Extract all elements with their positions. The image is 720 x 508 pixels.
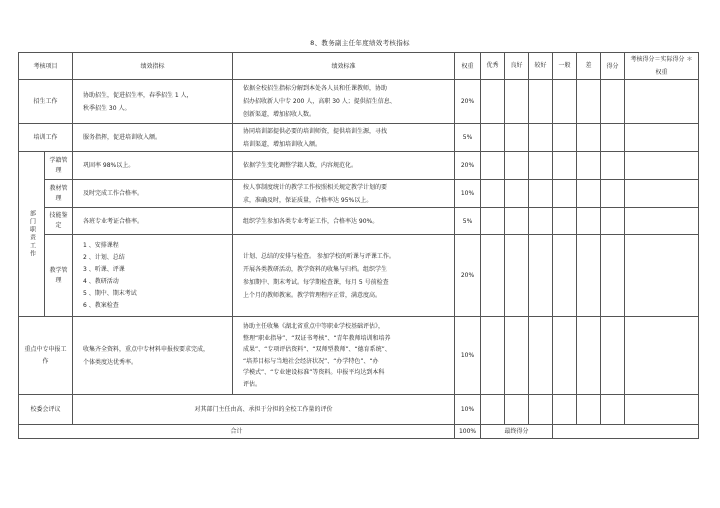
score-cell[interactable] xyxy=(601,208,625,235)
list-item: 1 、安排课程 xyxy=(83,241,119,249)
score-cell[interactable] xyxy=(601,152,625,180)
score-cell[interactable] xyxy=(601,395,625,425)
score-cell[interactable] xyxy=(601,80,625,124)
rating-cell[interactable] xyxy=(577,395,601,425)
final-score-label: 最终得分 xyxy=(481,425,553,439)
rating-cell[interactable] xyxy=(481,180,505,208)
table-row xyxy=(19,80,699,124)
teaching-tasks-list xyxy=(73,235,233,317)
total-weight: 100% xyxy=(455,425,481,439)
row-item: 重点中专申报工作 xyxy=(19,317,73,395)
row-indicator: 及时完成工作合格率。 xyxy=(73,180,233,208)
weighted-score-cell[interactable] xyxy=(625,80,699,124)
rating-cell[interactable] xyxy=(529,152,553,180)
header-weight: 权重 xyxy=(455,53,481,80)
rating-cell[interactable] xyxy=(553,152,577,180)
rating-cell[interactable] xyxy=(481,235,505,317)
table-row xyxy=(19,395,699,425)
rating-cell[interactable] xyxy=(529,80,553,124)
weighted-score-cell[interactable] xyxy=(625,208,699,235)
header-grade-fair: 较好 xyxy=(529,53,553,80)
weighted-score-cell[interactable] xyxy=(625,124,699,152)
row-weight: 5% xyxy=(455,124,481,152)
rating-cell[interactable] xyxy=(577,124,601,152)
list-item: 4 、教研活动 xyxy=(83,277,119,285)
rating-cell[interactable] xyxy=(481,124,505,152)
rating-cell[interactable] xyxy=(577,180,601,208)
dept-sub-label: 技能鉴定 xyxy=(45,208,73,235)
rating-cell[interactable] xyxy=(505,124,529,152)
rating-cell[interactable] xyxy=(577,152,601,180)
final-score-cell[interactable] xyxy=(553,425,699,439)
table-row xyxy=(19,208,699,235)
list-item: 3 、听课、评课 xyxy=(83,265,125,273)
table-row xyxy=(19,317,699,395)
dept-group-label: 部门职责工作 xyxy=(19,152,45,317)
rating-cell[interactable] xyxy=(553,208,577,235)
row-weight: 10% xyxy=(455,317,481,395)
row-weight: 20% xyxy=(455,235,481,317)
list-item: 2 、计划、总结 xyxy=(83,253,125,261)
header-item: 考核项目 xyxy=(19,53,73,80)
dept-sub-label: 教学管理 xyxy=(45,235,73,317)
header-grade-average: 一般 xyxy=(553,53,577,80)
rating-cell[interactable] xyxy=(481,208,505,235)
weighted-score-cell[interactable] xyxy=(625,180,699,208)
list-item: 6 、教案检查 xyxy=(83,301,119,309)
score-cell[interactable] xyxy=(601,317,625,395)
row-standard: 协同培训部提供必要的培训师资，提供培训生源，寻找 培训渠道，增加培训收入额。 xyxy=(233,124,455,152)
header-row xyxy=(19,53,699,80)
rating-cell[interactable] xyxy=(529,235,553,317)
weighted-score-cell[interactable] xyxy=(625,395,699,425)
header-indicator: 绩效指标 xyxy=(73,53,233,80)
rating-cell[interactable] xyxy=(577,208,601,235)
score-cell[interactable] xyxy=(601,235,625,317)
rating-cell[interactable] xyxy=(505,317,529,395)
rating-cell[interactable] xyxy=(577,80,601,124)
header-grade-excellent: 优秀 xyxy=(481,53,505,80)
rating-cell[interactable] xyxy=(505,152,529,180)
total-label: 合计 xyxy=(19,425,455,439)
row-item: 培训工作 xyxy=(19,124,73,152)
rating-cell[interactable] xyxy=(529,180,553,208)
row-indicator: 服务指挥，促进培训收入额。 xyxy=(73,124,233,152)
rating-cell[interactable] xyxy=(505,235,529,317)
row-weight: 20% xyxy=(455,80,481,124)
rating-cell[interactable] xyxy=(577,317,601,395)
header-grade-good: 良好 xyxy=(505,53,529,80)
row-weight: 10% xyxy=(455,395,481,425)
document-title: 8、教务副主任年度绩效考核指标 xyxy=(310,39,410,47)
rating-cell[interactable] xyxy=(529,395,553,425)
header-score-formula: 考核得分＝实际得分 ＊权重 xyxy=(625,53,699,80)
row-weight: 5% xyxy=(455,208,481,235)
rating-cell[interactable] xyxy=(553,235,577,317)
rating-cell[interactable] xyxy=(481,152,505,180)
score-cell[interactable] xyxy=(601,124,625,152)
header-grade-poor: 差 xyxy=(577,53,601,80)
row-standard: 依据学生变化调整学籍人数，内容规范化。 xyxy=(233,152,455,180)
rating-cell[interactable] xyxy=(481,80,505,124)
row-item: 校委会评议 xyxy=(19,395,73,425)
row-standard: 依据全校招生指标分解到本处各人员和任课教师，协助 招办招收新人中专 200 人，高职 30 人；提供招生信息、 创新渠道，增加招收人数。 xyxy=(233,80,455,124)
score-cell[interactable] xyxy=(601,180,625,208)
row-item: 招生工作 xyxy=(19,80,73,124)
row-indicator: 各班专业考证合格率。 xyxy=(73,208,233,235)
rating-cell[interactable] xyxy=(481,395,505,425)
rating-cell[interactable] xyxy=(529,208,553,235)
rating-cell[interactable] xyxy=(553,180,577,208)
row-standard: 按人事制度统计的教学工作按照相关规定教学计划的要 求，准确及时，保证质量，合格率达 95%以上。 xyxy=(233,180,455,208)
table-row xyxy=(19,124,699,152)
table-row xyxy=(19,235,699,317)
total-row xyxy=(19,425,699,439)
rating-cell[interactable] xyxy=(553,124,577,152)
rating-cell[interactable] xyxy=(481,317,505,395)
assessment-table xyxy=(18,52,699,439)
row-standard: 协助主任收集《湖北省重点中等职业学校基础评估》， 整理“职业指导”、“双证书考核”、“青年教师培训和培养 成果”、“专项评估资料”、“双师型教师”、“德育系统”、 “培养目标与当地社会经济状况”、“办学特色”、“办 学模式”、“专业建设标准”等资料。申报平均达到本科 评估。 xyxy=(233,317,455,395)
rating-cell[interactable] xyxy=(553,80,577,124)
weighted-score-cell[interactable] xyxy=(625,152,699,180)
row-indicator: 巩固率 98%以上。 xyxy=(73,152,233,180)
table-row xyxy=(19,152,699,180)
rating-cell[interactable] xyxy=(529,124,553,152)
row-standard: 组织学生参加各类专业考证工作，合格率达 90%。 xyxy=(233,208,455,235)
rating-cell[interactable] xyxy=(505,180,529,208)
dept-sub-label: 教材管理 xyxy=(45,180,73,208)
rating-cell[interactable] xyxy=(577,235,601,317)
row-weight: 10% xyxy=(455,180,481,208)
header-standard: 绩效标准 xyxy=(233,53,455,80)
dept-sub-label: 学籍管理 xyxy=(45,152,73,180)
row-standard: 计划、总结的安排与检查。 参加学校的听课与评课工作。 开展各类教研活动，教学资料的收集与归档。组织学生 参加期中、期末考试。每学期检查课，每月 5 号前检查 上个月的教师教案。教学管理程序正常，满意度高。 xyxy=(233,235,455,317)
row-weight: 20% xyxy=(455,152,481,180)
rating-cell[interactable] xyxy=(505,208,529,235)
rating-cell[interactable] xyxy=(553,317,577,395)
weighted-score-cell[interactable] xyxy=(625,235,699,317)
row-indicator: 收集齐全资料，重点中专材料申报按要求完成， 个体类度达优秀率。 xyxy=(73,317,233,395)
row-indicator: 协助招生，促进招生率，春季招生 1 人， 秋季招生 30 人。 xyxy=(73,80,233,124)
header-score: 得分 xyxy=(601,53,625,80)
rating-cell[interactable] xyxy=(505,395,529,425)
rating-cell[interactable] xyxy=(505,80,529,124)
list-item: 5 、期中、期末考试 xyxy=(83,289,137,297)
rating-cell[interactable] xyxy=(553,395,577,425)
weighted-score-cell[interactable] xyxy=(625,317,699,395)
table-row xyxy=(19,180,699,208)
row-indicator: 对其部门主任由高、承担于分担的全校工作量的评价 xyxy=(73,395,455,425)
rating-cell[interactable] xyxy=(529,317,553,395)
